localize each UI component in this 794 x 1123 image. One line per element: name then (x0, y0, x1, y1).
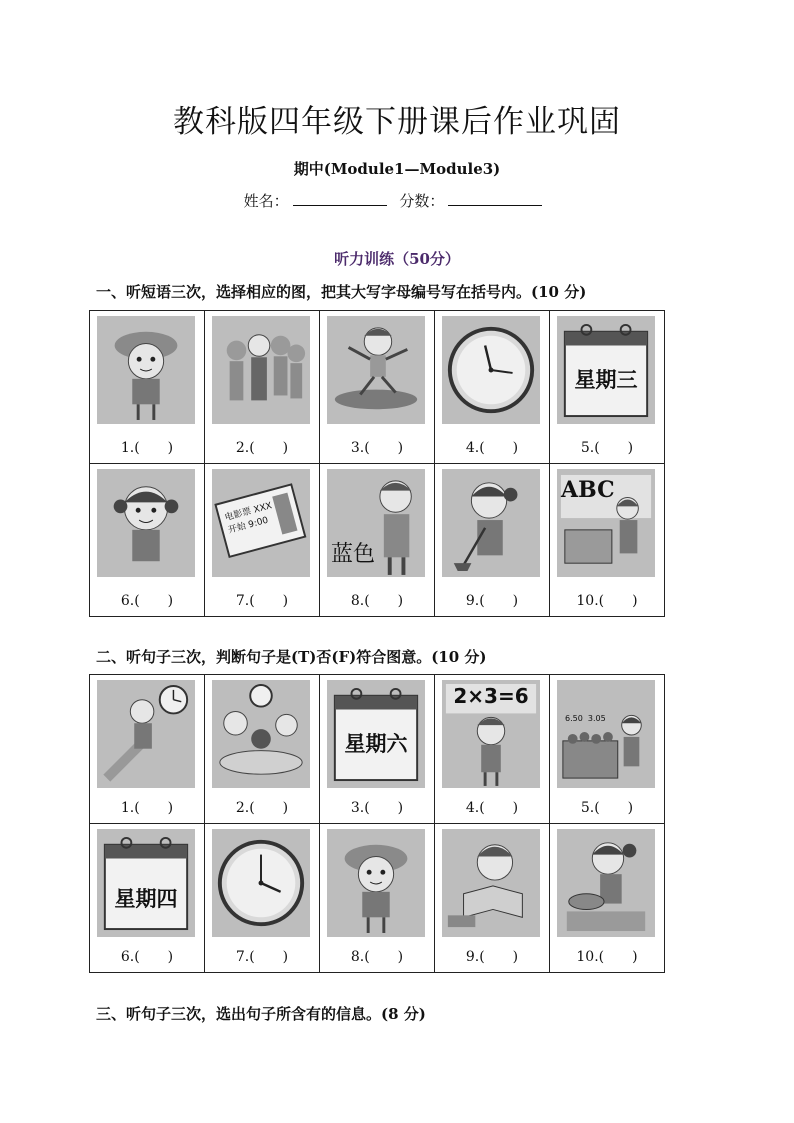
answer-label[interactable]: 4.( ) (465, 800, 519, 816)
answer-label[interactable]: 3.( ) (350, 440, 404, 456)
ticket-text: 电影票 XXX 开始 9:00 (223, 501, 274, 536)
part1-cell (435, 311, 550, 464)
part1-cell (435, 464, 550, 617)
answer-label[interactable]: 4.( ) (465, 440, 519, 456)
part1-cell (90, 311, 205, 464)
friends-group-image (212, 316, 310, 424)
part1-cell (320, 464, 435, 617)
answer-label[interactable]: 1.( ) (120, 800, 174, 816)
calendar-image (557, 316, 655, 424)
part2-cell (320, 675, 435, 824)
answer-label[interactable]: 9.( ) (465, 593, 519, 609)
boy-blue-image (327, 469, 425, 577)
answer-label[interactable]: 6.( ) (120, 949, 174, 965)
part2-grid (89, 674, 665, 973)
part1-cell (205, 464, 320, 617)
part2-cell (550, 675, 665, 824)
page-subtitle: 期中(Module1—Module3) (293, 160, 501, 178)
boy-jumping-image (327, 316, 425, 424)
answer-label[interactable]: 2.( ) (235, 440, 289, 456)
board-text: ABC (561, 477, 615, 503)
part1-instruction: 一、听短语三次，选择相应的图，把其大写字母编号写在括号内。(10 分) (96, 283, 587, 301)
part1-cell (550, 311, 665, 464)
answer-label[interactable]: 10.( ) (576, 593, 638, 609)
page-title: 教科版四年级下册课后作业巩固 (173, 104, 621, 140)
answer-label[interactable]: 3.( ) (350, 800, 404, 816)
calendar-text: 星期三 (574, 368, 638, 392)
answer-label[interactable]: 5.( ) (580, 440, 634, 456)
family-dinner-image (212, 680, 310, 788)
score-blank[interactable] (448, 191, 542, 206)
girl-cooking-image (557, 829, 655, 937)
name-score-row (0, 190, 794, 211)
girl-sweeping-image (442, 469, 540, 577)
boy-math-image (442, 680, 540, 788)
clock-image (442, 316, 540, 424)
answer-label[interactable]: 5.( ) (580, 800, 634, 816)
answer-label[interactable]: 1.( ) (120, 440, 174, 456)
part3-instruction: 三、听句子三次，选出句子所含有的信息。(8 分) (96, 1005, 426, 1023)
part1-grid (89, 310, 665, 617)
answer-label[interactable]: 2.( ) (235, 800, 289, 816)
part1-cell (205, 311, 320, 464)
part1-cell (320, 311, 435, 464)
part2-instruction: 二、听句子三次，判断句子是(T)否(F)符合图意。(10 分) (96, 648, 487, 666)
section-heading: 听力训练（50分） (334, 250, 460, 268)
answer-label[interactable]: 8.( ) (350, 593, 404, 609)
part2-cell (90, 824, 205, 973)
girl-shopping-image (557, 680, 655, 788)
part2-cell (90, 675, 205, 824)
calendar-text: 星期六 (344, 732, 408, 756)
boy-reading-image (442, 829, 540, 937)
girl-cap-image (327, 829, 425, 937)
girl-pigtails-image (97, 469, 195, 577)
score-label: 分数： (399, 192, 445, 210)
color-word: 蓝色 (331, 542, 376, 567)
teacher-board-image (557, 469, 655, 577)
answer-label[interactable]: 8.( ) (350, 949, 404, 965)
price-tags: 6.50 3.05 (565, 714, 606, 723)
part2-cell (435, 675, 550, 824)
girl-walking-clock-image (97, 680, 195, 788)
ticket-card-image (212, 469, 310, 577)
answer-label[interactable]: 10.( ) (576, 949, 638, 965)
name-label: 姓名： (243, 192, 289, 210)
part2-cell (205, 824, 320, 973)
calendar-image (97, 829, 195, 937)
answer-label[interactable]: 7.( ) (235, 593, 289, 609)
girl-cap-image (97, 316, 195, 424)
part2-cell (205, 675, 320, 824)
answer-label[interactable]: 6.( ) (120, 593, 174, 609)
part2-cell (550, 824, 665, 973)
calendar-image (327, 680, 425, 788)
part1-cell (90, 464, 205, 617)
part2-cell (435, 824, 550, 973)
answer-label[interactable]: 7.( ) (235, 949, 289, 965)
calendar-text: 星期四 (114, 887, 178, 911)
clock-image (212, 829, 310, 937)
part2-cell (320, 824, 435, 973)
part1-cell (550, 464, 665, 617)
name-blank[interactable] (293, 191, 387, 206)
math-text: 2×3=6 (453, 684, 529, 708)
answer-label[interactable]: 9.( ) (465, 949, 519, 965)
